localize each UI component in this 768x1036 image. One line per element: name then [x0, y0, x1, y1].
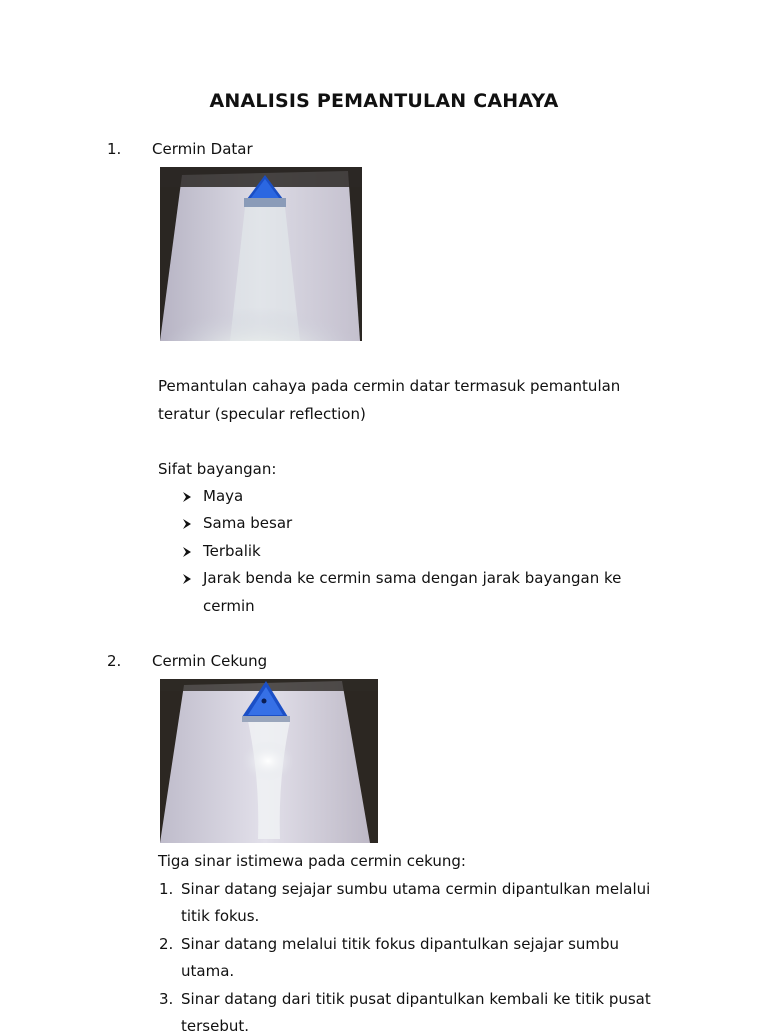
concave-mirror-photo	[160, 679, 378, 843]
property-item: Jarak benda ke cermin sama dengan jarak bayangan ke	[203, 569, 622, 587]
section-1-number: 1.	[107, 140, 122, 158]
section-1-heading: Cermin Datar	[152, 140, 253, 158]
ray-item-line: Sinar datang dari titik pusat dipantulkan kembali ke titik pusat	[181, 990, 651, 1008]
section-1-paragraph-line-2: teratur (specular reflection)	[158, 405, 366, 423]
ray-item-number: 3.	[159, 990, 174, 1008]
arrowhead-bullet-icon	[182, 546, 192, 558]
ray-item-number: 1.	[159, 880, 174, 898]
ray-item-continuation: utama.	[181, 962, 235, 980]
rays-label: Tiga sinar istimewa pada cermin cekung:	[158, 852, 466, 870]
ray-item-continuation: tersebut.	[181, 1017, 249, 1035]
ray-item-line: Sinar datang sejajar sumbu utama cermin dipantulkan melalui	[181, 880, 651, 898]
plane-mirror-photo	[160, 167, 362, 341]
section-2-heading: Cermin Cekung	[152, 652, 268, 670]
page-title: ANALISIS PEMANTULAN CAHAYA	[209, 90, 559, 112]
property-item: Maya	[203, 487, 244, 505]
property-item-continuation: cermin	[203, 597, 255, 615]
property-item: Sama besar	[203, 514, 293, 532]
property-item: Terbalik	[203, 542, 261, 560]
arrowhead-bullet-icon	[182, 573, 192, 585]
section-1-paragraph-line-1: Pemantulan cahaya pada cermin datar termasuk pemantulan	[158, 377, 621, 395]
ray-item-number: 2.	[159, 935, 174, 953]
properties-label: Sifat bayangan:	[158, 460, 277, 478]
arrowhead-bullet-icon	[182, 518, 192, 530]
arrowhead-bullet-icon	[182, 491, 192, 503]
ray-item-continuation: titik fokus.	[181, 907, 260, 925]
section-2-number: 2.	[107, 652, 122, 670]
ray-item-line: Sinar datang melalui titik fokus dipantulkan sejajar sumbu	[181, 935, 620, 953]
